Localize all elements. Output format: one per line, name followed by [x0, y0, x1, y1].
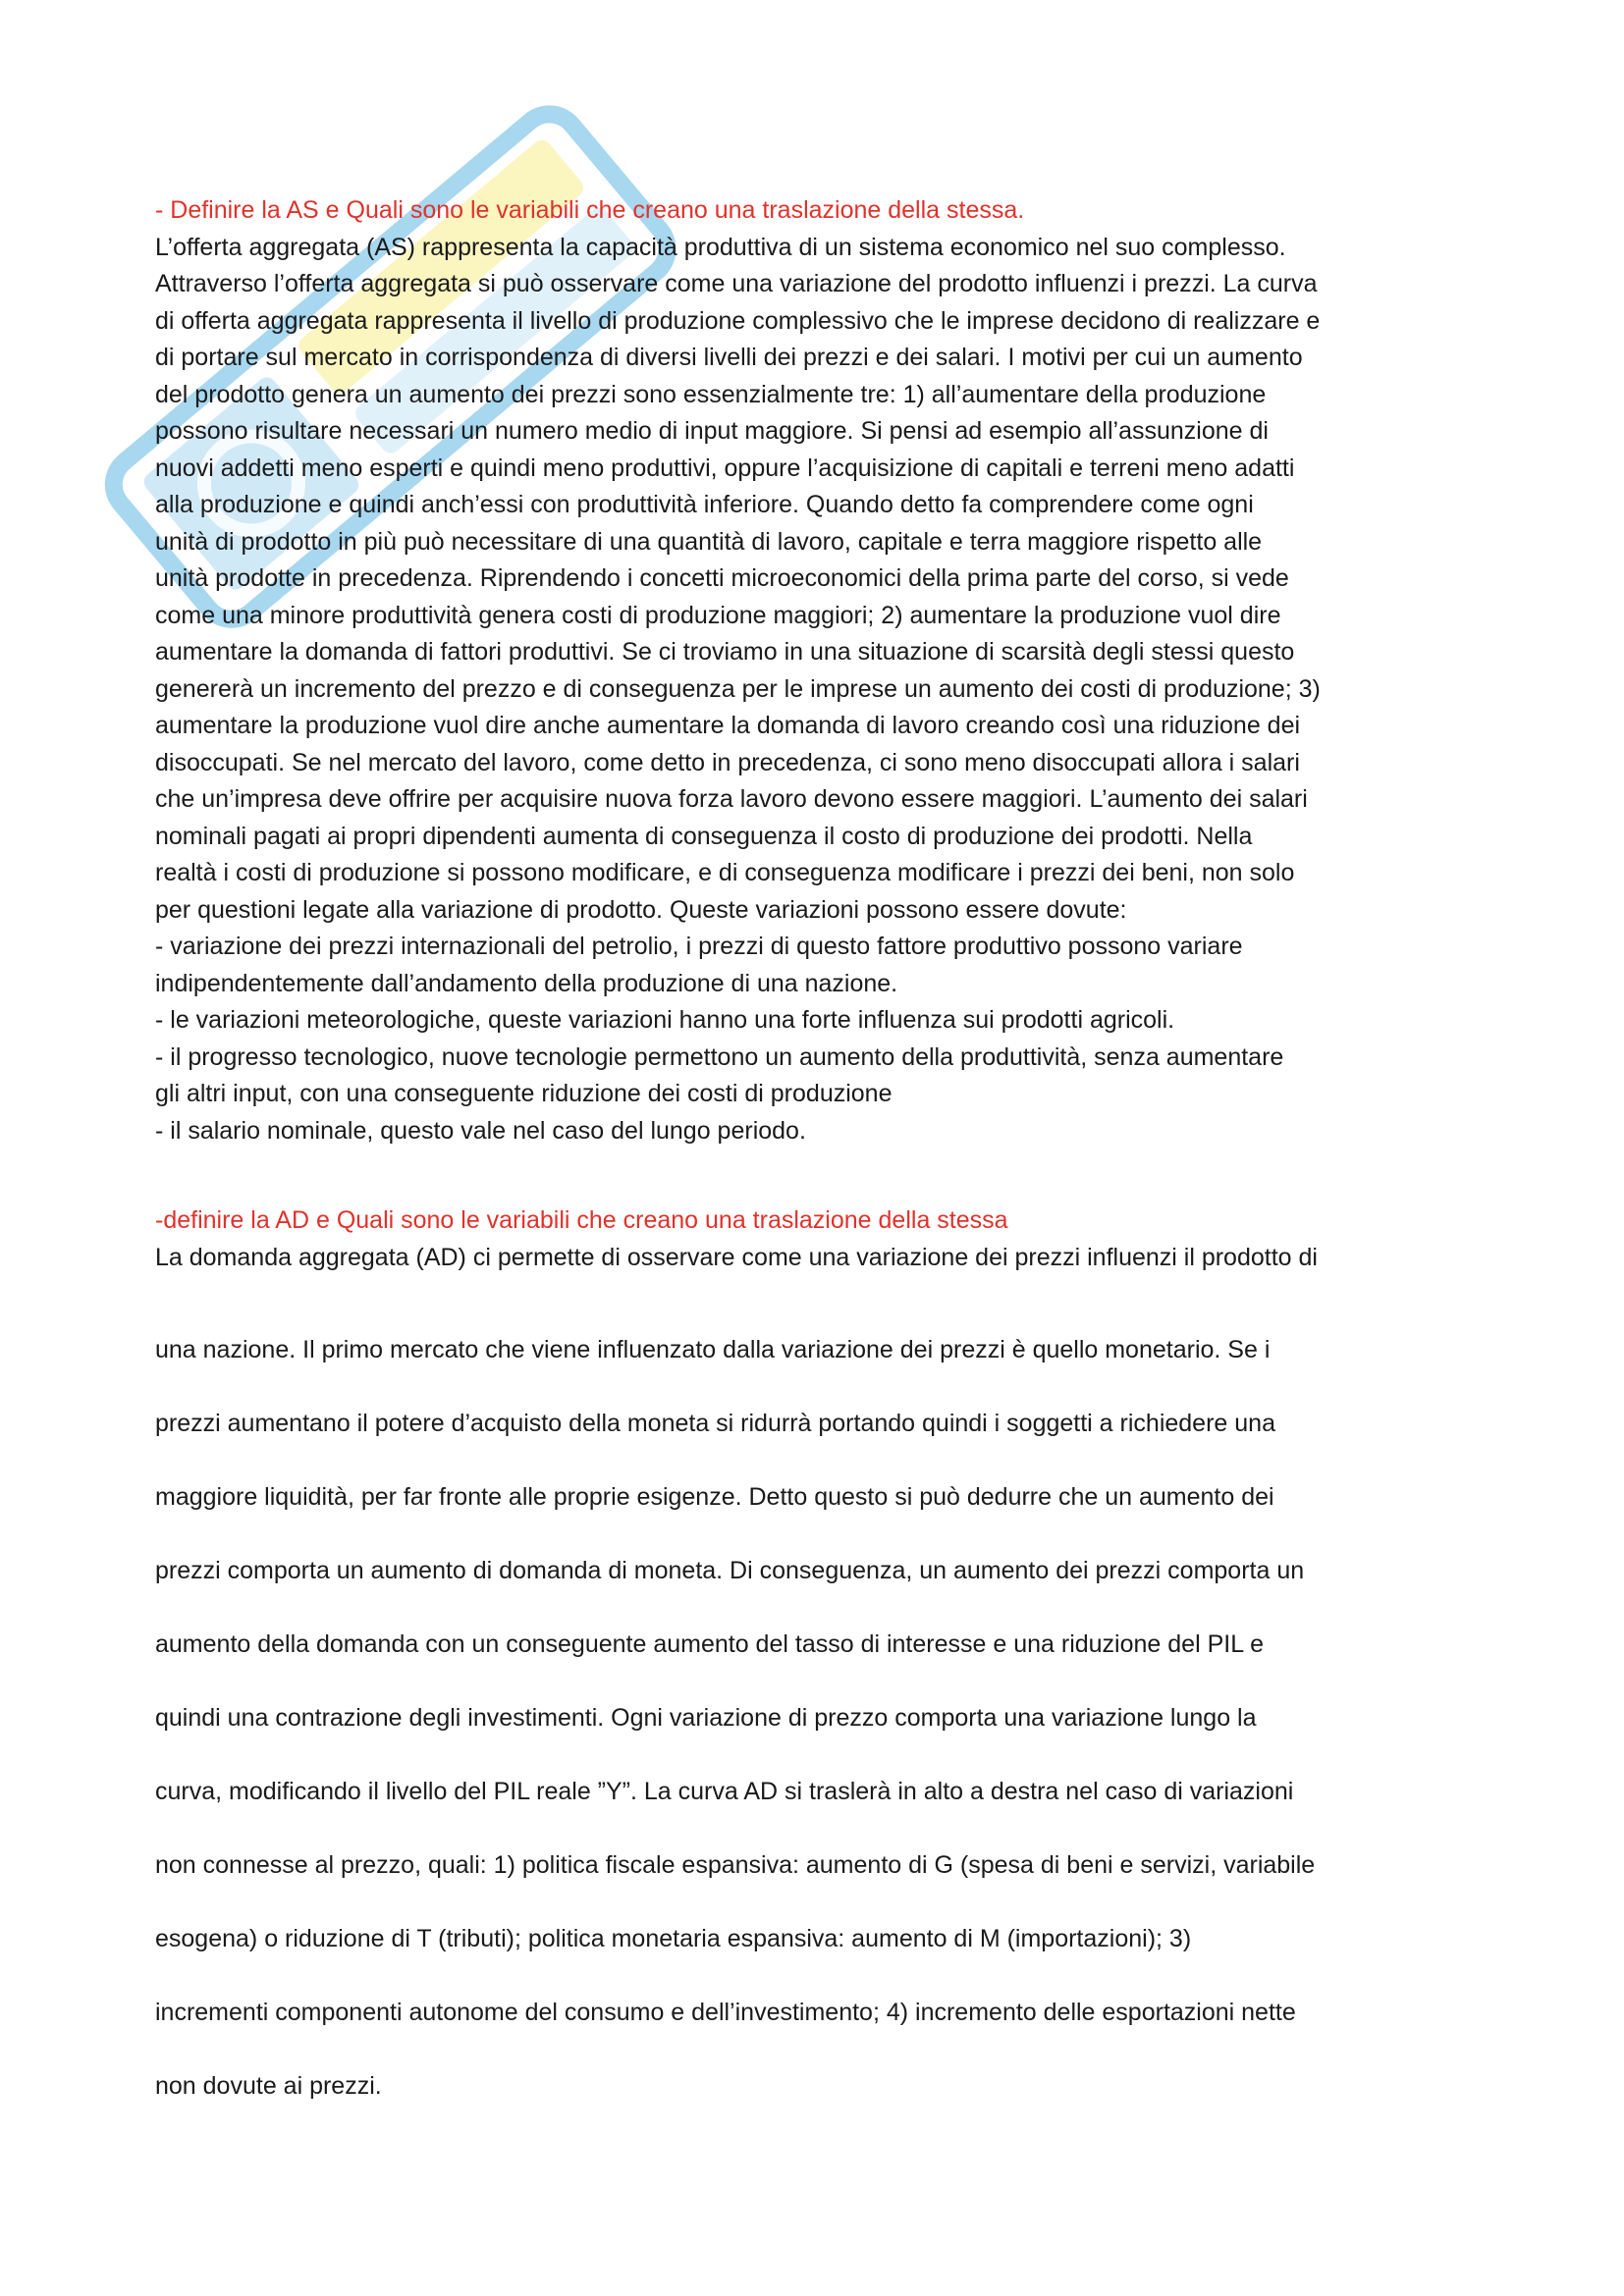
- text-line: che un’impresa deve offrire per acquisire nuova forza lavoro devono essere maggiori. L’aumento dei salari: [155, 785, 1308, 813]
- text-line: nominali pagati ai propri dipendenti aumenta di conseguenza il costo di produzione dei prodotti. Nella: [155, 822, 1253, 850]
- text-line: non connesse al prezzo, quali: 1) politica fiscale espansiva: aumento di G (spesa di beni e servizi, variabile: [155, 1850, 1316, 1879]
- text-line: alla produzione e quindi anch’essi con produttività inferiore. Quando detto fa comprendere come ogni: [155, 491, 1254, 518]
- text-line: gli altri input, con una conseguente riduzione dei costi di produzione: [155, 1080, 893, 1107]
- text-line: maggiore liquidità, per far fronte alle proprie esigenze. Detto questo si può dedurre che un aumento dei: [155, 1482, 1274, 1511]
- bullet-line: - il progresso tecnologico, nuove tecnologie permettono un aumento della produttività, senza aumentare: [155, 1042, 1284, 1071]
- paragraph: [155, 230, 1481, 1150]
- section-spacer: [155, 1149, 1481, 1202]
- text-line: del prodotto genera un aumento dei prezzi sono essenzialmente tre: 1) all’aumentare della produzione: [155, 380, 1267, 408]
- section-heading: - Definire la AS e Quali sono le variabili che creano una traslazione della stessa.: [155, 196, 1025, 224]
- document-page: [155, 192, 1481, 2123]
- section-heading: -definire la AD e Quali sono le variabili che creano una traslazione della stessa: [155, 1206, 1008, 1234]
- text-line: nuovi addetti meno esperti e quindi meno produttivi, oppure l’acquisizione di capitali e terreni meno adatti: [155, 454, 1295, 482]
- text-line: indipendentemente dall’andamento della produzione di una nazione.: [155, 969, 898, 997]
- text-line: esogena) o riduzione di T (tributi); politica monetaria espansiva: aumento di M (importazioni); 3): [155, 1924, 1192, 1952]
- text-line: curva, modificando il livello del PIL reale ”Y”. La curva AD si traslerà in alto a destra nel caso di variazioni: [155, 1777, 1294, 1805]
- text-line: per questioni legate alla variazione di prodotto. Queste variazioni possono essere dovute:: [155, 895, 1127, 924]
- text-line: prezzi comporta un aumento di domanda di moneta. Di conseguenza, un aumento dei prezzi comporta un: [155, 1556, 1305, 1584]
- bullet-line: - il salario nominale, questo vale nel caso del lungo periodo.: [155, 1116, 806, 1145]
- bullet-line: - le variazioni meteorologiche, queste variazioni hanno una forte influenza sui prodotti agricoli.: [155, 1006, 1175, 1034]
- text-line: La domanda aggregata (AD) ci permette di osservare come una variazione dei prezzi influenzi il prodotto di: [155, 1243, 1318, 1271]
- text-line: aumento della domanda con un conseguente aumento del tasso di interesse e una riduzione del PIL e: [155, 1629, 1265, 1658]
- text-line: genererà un incremento del prezzo e di conseguenza per le imprese un aumento dei costi di produzione; 3): [155, 674, 1321, 703]
- bullet-line: - variazione dei prezzi internazionali del petrolio, i prezzi di questo fattore produttivo possono variare: [155, 933, 1243, 960]
- text-line: come una minore produttività genera costi di produzione maggiori; 2) aumentare la produzione vuol dire: [155, 601, 1281, 629]
- text-line: di portare sul mercato in corrispondenza di diversi livelli dei prezzi e dei salari. I motivi per cui un aumento: [155, 344, 1303, 371]
- text-line: di offerta aggregata rappresenta il livello di produzione complessivo che le imprese decidono di realizzare e: [155, 306, 1321, 335]
- paragraph: [155, 1240, 1481, 2123]
- text-line: L’offerta aggregata (AS) rappresenta la capacità produttiva di un sistema economico nel suo complesso.: [155, 233, 1286, 261]
- text-line: una nazione. Il primo mercato che viene influenzato dalla variazione dei prezzi è quello monetario. Se i: [155, 1335, 1271, 1363]
- text-line: possono risultare necessari un numero medio di input maggiore. Si pensi ad esempio all’assunzione di: [155, 417, 1269, 445]
- text-line: unità di prodotto in più può necessitare di una quantità di lavoro, capitale e terra maggiore rispetto alle: [155, 527, 1263, 556]
- text-line: aumentare la domanda di fattori produttivi. Se ci troviamo in una situazione di scarsità degli stessi questo: [155, 638, 1295, 666]
- text-line: unità prodotte in precedenza. Riprendendo i concetti microeconomici della prima parte del corso, si vede: [155, 564, 1289, 592]
- text-line: prezzi aumentano il potere d’acquisto della moneta si ridurrà portando quindi i soggetti a richiedere una: [155, 1409, 1275, 1437]
- text-line: disoccupati. Se nel mercato del lavoro, come detto in precedenza, ci sono meno disoccupati allora i salari: [155, 748, 1300, 776]
- text-line: Attraverso l’offerta aggregata si può osservare come una variazione del prodotto influenzi i prezzi. La curva: [155, 270, 1318, 297]
- section-aggregate-supply: [155, 192, 1481, 1149]
- text-line: incrementi componenti autonome del consumo e dell’investimento; 4) incremento delle esportazioni nette: [155, 1998, 1296, 2026]
- text-line: non dovute ai prezzi.: [155, 2071, 382, 2100]
- text-line: quindi una contrazione degli investimenti. Ogni variazione di prezzo comporta una variazione lungo la: [155, 1703, 1257, 1732]
- text-line: realtà i costi di produzione si possono modificare, e di conseguenza modificare i prezzi dei beni, non solo: [155, 859, 1295, 886]
- section-aggregate-demand: [155, 1202, 1481, 2123]
- text-line: aumentare la produzione vuol dire anche aumentare la domanda di lavoro creando così una riduzione dei: [155, 712, 1301, 739]
